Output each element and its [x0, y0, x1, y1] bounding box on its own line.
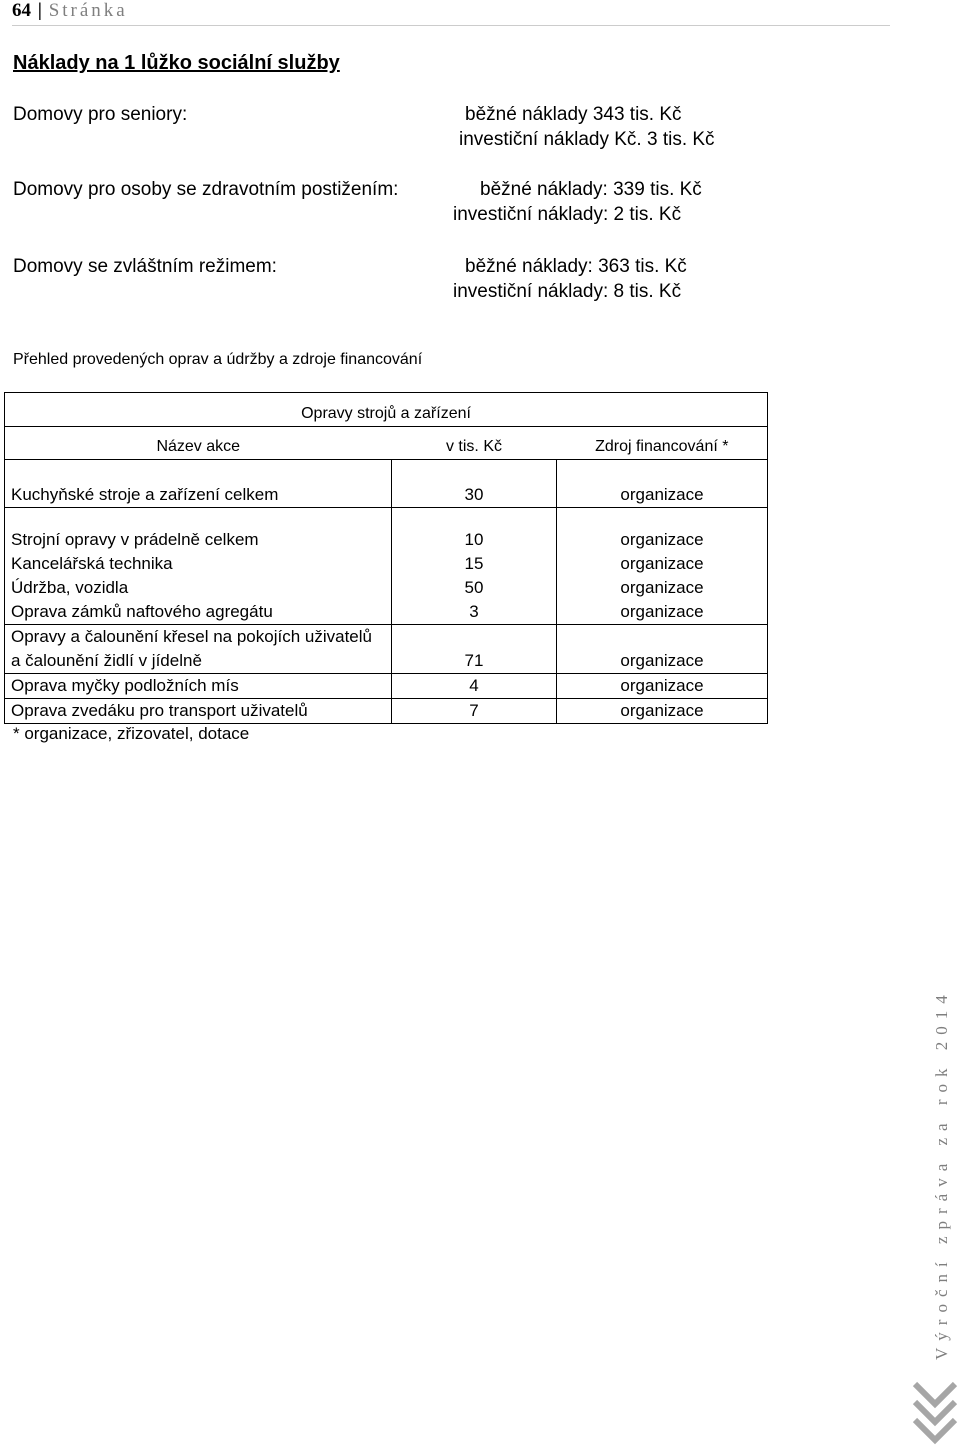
row-source: organizace — [557, 624, 768, 673]
header-separator: | — [37, 0, 42, 21]
row-source: organizace — [557, 460, 768, 508]
group-running-seniors: běžné náklady 343 tis. Kč — [465, 104, 682, 125]
row-amount: 50 — [392, 576, 557, 600]
table-row — [5, 600, 768, 625]
table-row — [5, 508, 768, 552]
table-title-row — [5, 393, 768, 427]
group-running-disabled: běžné náklady: 339 tis. Kč — [480, 179, 702, 200]
page-word: Stránka — [48, 0, 128, 21]
row-name: Kuchyňské stroje a zařízení celkem — [5, 460, 392, 508]
row-name: Oprava myčky podložních mís — [5, 673, 392, 698]
table-row — [5, 552, 768, 576]
table-row — [5, 673, 768, 698]
column-header-amount: v tis. Kč — [392, 427, 557, 460]
row-name: Kancelářská technika — [5, 552, 392, 576]
row-name: Oprava zvedáku pro transport uživatelů — [5, 698, 392, 723]
table-row — [5, 460, 768, 508]
table-title: Opravy strojů a zařízení — [5, 393, 768, 427]
row-source: organizace — [557, 552, 768, 576]
table-row — [5, 576, 768, 600]
group-investment-special: investiční náklady: 8 tis. Kč — [453, 281, 682, 302]
page-number: 64 — [12, 0, 31, 21]
group-running-special: běžné náklady: 363 tis. Kč — [465, 256, 687, 277]
row-source: organizace — [557, 576, 768, 600]
costs-title: Náklady na 1 lůžko sociální služby — [13, 52, 340, 74]
row-name: Opravy a čalounění křesel na pokojích uživatelů a čalounění židlí v jídelně — [5, 624, 392, 673]
side-annual-report-text — [912, 988, 952, 1360]
group-label-seniors: Domovy pro seniory: — [13, 104, 188, 125]
row-name: Strojní opravy v prádelně celkem — [5, 508, 392, 552]
page-header — [12, 0, 890, 26]
repairs-table — [4, 392, 768, 724]
group-label-special: Domovy se zvláštním režimem: — [13, 256, 277, 277]
table-row — [5, 624, 768, 673]
row-amount: 3 — [392, 600, 557, 625]
group-investment-disabled: investiční náklady: 2 tis. Kč — [453, 204, 682, 225]
group-investment-seniors: investiční náklady Kč. 3 tis. Kč — [459, 129, 715, 150]
row-amount: 10 — [392, 508, 557, 552]
row-source: organizace — [557, 600, 768, 625]
row-name: Údržba, vozidla — [5, 576, 392, 600]
column-header-name: Název akce — [5, 427, 392, 460]
row-source: organizace — [557, 673, 768, 698]
group-label-disabled: Domovy pro osoby se zdravotním postižením: — [13, 179, 399, 200]
chevron-logo-icon — [912, 1380, 958, 1446]
table-header-row — [5, 427, 768, 460]
row-amount: 71 — [392, 624, 557, 673]
column-header-source: Zdroj financování * — [557, 427, 768, 460]
row-amount: 15 — [392, 552, 557, 576]
row-name: Oprava zámků naftového agregátu — [5, 600, 392, 625]
row-source: organizace — [557, 508, 768, 552]
side-text: Výroční zpráva za rok 2014 — [932, 988, 951, 1360]
table-row — [5, 698, 768, 723]
row-amount: 30 — [392, 460, 557, 508]
repairs-subtitle: Přehled provedených oprav a údržby a zdroje financování — [13, 351, 423, 368]
row-source: organizace — [557, 698, 768, 723]
row-amount: 7 — [392, 698, 557, 723]
row-amount: 4 — [392, 673, 557, 698]
table-footnote: * organizace, zřizovatel, dotace — [13, 724, 250, 743]
